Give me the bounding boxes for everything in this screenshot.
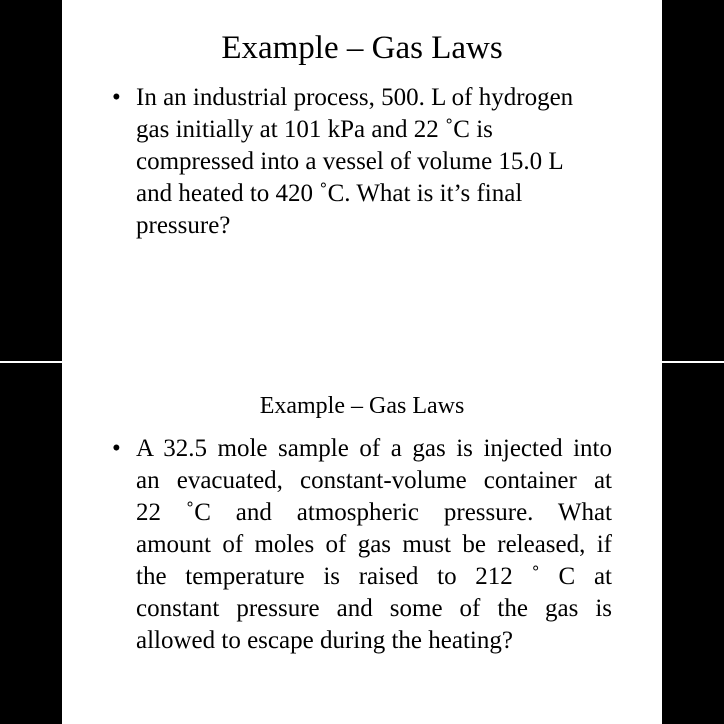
body-line: the temperature is raised to 212 ˚ C at [136,563,612,590]
slide-title: Example – Gas Laws [221,30,503,66]
slide-top [62,0,662,361]
body-line: A 32.5 mole sample of a gas is injected into [136,435,612,462]
body-line: amount of moles of gas must be released, if [136,531,612,558]
bullet-marker: • [112,435,121,462]
body-line: gas initially at 101 kPa and 22 ˚C is [136,116,493,143]
slide-title: Example – Gas Laws [259,393,465,419]
body-line: constant pressure and some of the gas is [136,595,612,622]
body-line: In an industrial process, 500. L of hydrogen [136,84,574,111]
slide-body-text [136,433,612,657]
body-line: 22 ˚C and atmospheric pressure. What [136,499,612,526]
slide-body-text [136,82,626,242]
body-line: allowed to escape during the heating? [136,627,513,654]
body-line: compressed into a vessel of volume 15.0 L [136,148,564,175]
body-line: pressure? [136,212,231,239]
slide-bottom [62,363,662,724]
bullet-marker: • [112,84,121,111]
body-line: an evacuated, constant-volume container at [136,467,612,494]
body-line: and heated to 420 ˚C. What is it’s final [136,180,523,207]
